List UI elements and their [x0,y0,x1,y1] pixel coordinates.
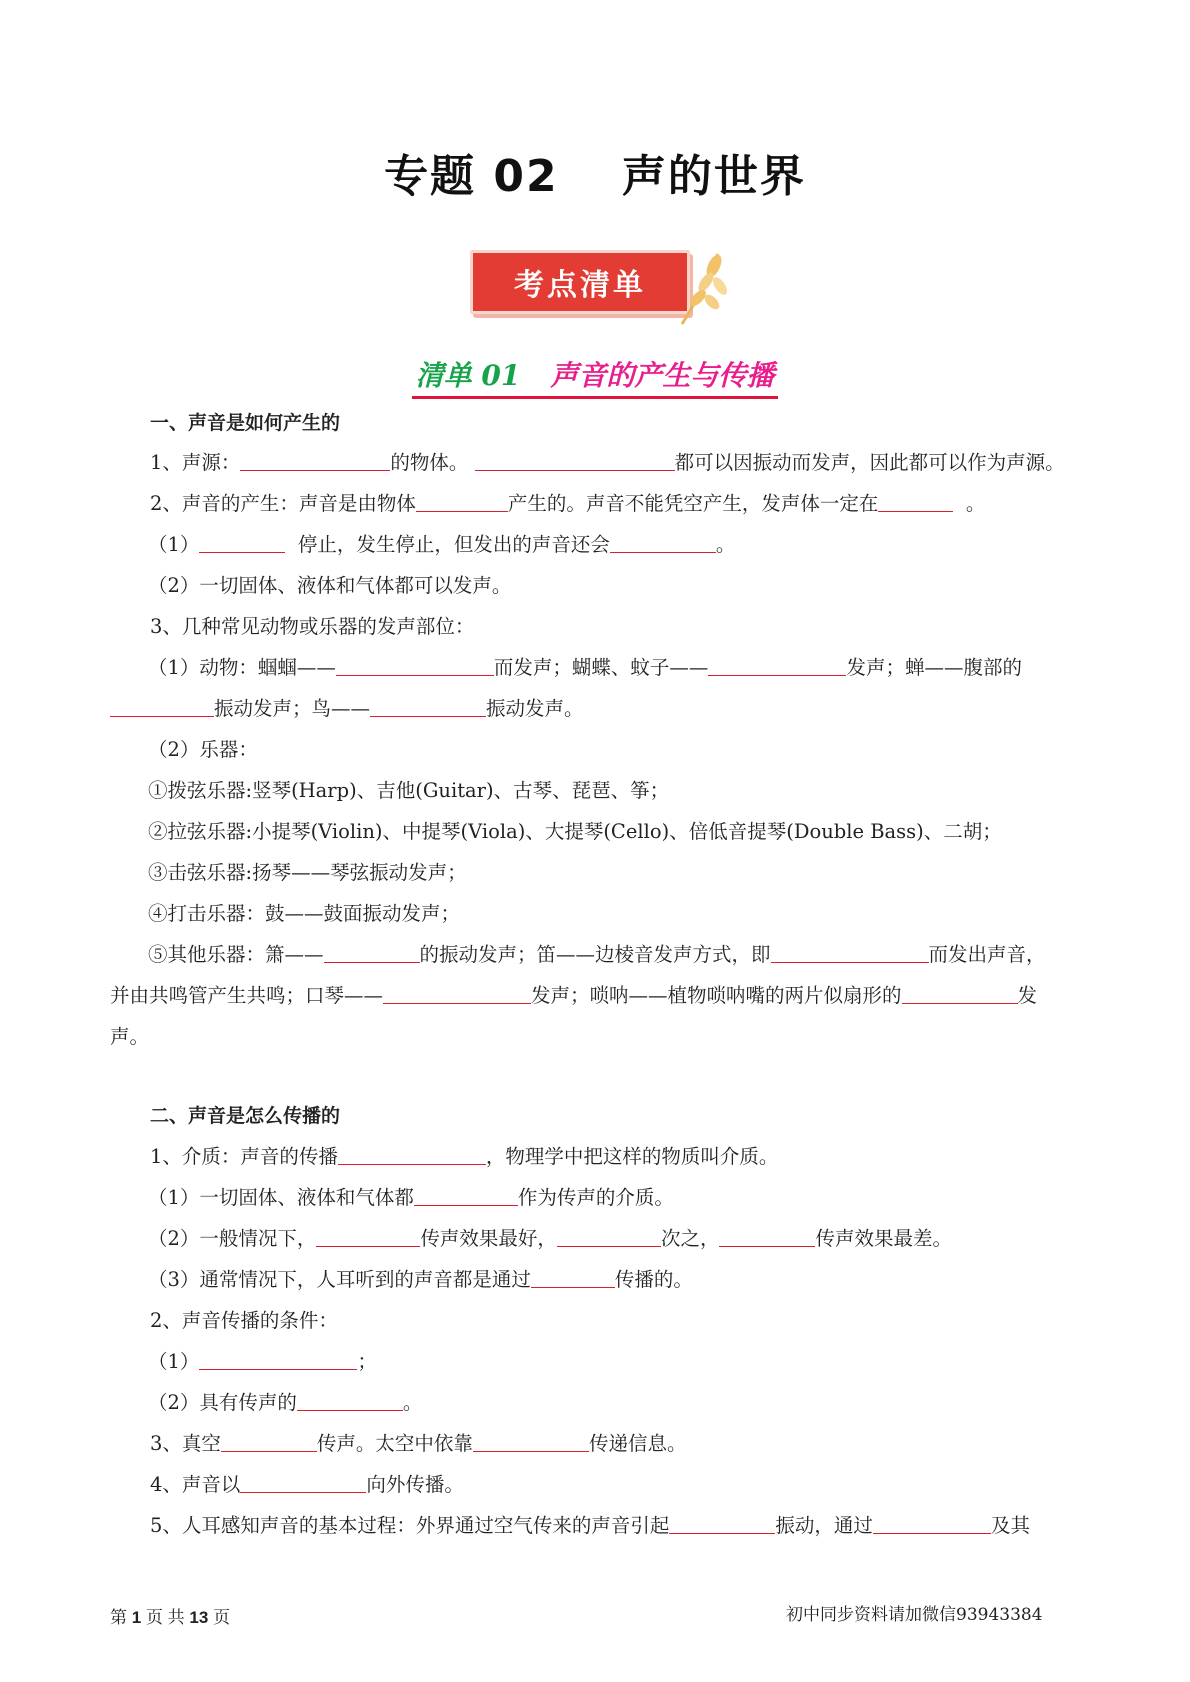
fill-blank[interactable] [610,532,716,553]
fill-blank[interactable] [199,1349,357,1370]
text-line: （1）一切固体、液体和气体都 作为传声的介质。 [148,1186,674,1209]
fill-blank[interactable] [416,491,508,512]
fill-blank[interactable] [370,696,486,717]
fill-blank[interactable] [557,1226,661,1247]
text-line: （2）一般情况下， 传声效果最好， 次之， 传声效果最差。 [148,1227,952,1250]
section-heading: 二、声音是怎么传播的 [150,1105,341,1127]
text-line: 5、人耳感知声音的基本过程：外界通过空气传来的声音引起 振动，通过 及其 [150,1514,1030,1537]
text-line: （3）通常情况下，人耳听到的声音都是通过 传播的。 [148,1268,693,1291]
text-line: 1、介质：声音的传播 ，物理学中把这样的物质叫介质。 [150,1145,779,1168]
fill-blank[interactable] [383,983,531,1004]
section-heading: 一、声音是如何产生的 [150,412,341,434]
text-line: 2、声音的产生：声音是由物体 产生的。声音不能凭空产生，发声体一定在 。 [150,492,986,515]
text-line: ②拉弦乐器:小提琴(Violin)、中提琴(Viola)、大提琴(Cello)、倍低音提琴(Double Bass)、二胡； [148,820,1002,843]
text-line: （1）动物：蝈蝈—— 而发声；蝴蝶、蚊子—— 发声；蝉——腹部的 [148,656,1022,679]
text-line: ⑤其他乐器：箫—— 的振动发声；笛——边棱音发声方式，即 而发出声音， [148,943,1046,966]
page-number: 第 1 页 共 13 页 [110,1608,231,1627]
fill-blank[interactable] [338,1144,486,1165]
text-line: ③击弦乐器:扬琴——琴弦振动发声； [148,861,467,884]
fill-blank[interactable] [240,1472,366,1493]
text-line: 3、几种常见动物或乐器的发声部位： [150,615,475,638]
text-line: （2）乐器： [148,738,258,761]
fill-blank[interactable] [110,696,214,717]
fill-blank[interactable] [902,983,1018,1004]
text-line: （1） 停止，发生停止，但发出的声音还会 。 [148,533,736,556]
fill-blank[interactable] [708,655,846,676]
text-line: （2）一切固体、液体和气体都可以发声。 [148,574,512,597]
key-points-banner [470,246,730,328]
fill-blank[interactable] [336,655,494,676]
fill-blank[interactable] [316,1226,420,1247]
fill-blank[interactable] [199,532,285,553]
text-line: ④打击乐器：鼓——鼓面振动发声； [148,902,461,925]
text-line: ①拨弦乐器:竖琴(Harp)、吉他(Guitar)、古琴、琵琶、筝； [148,779,670,802]
text-line: 振动发声；鸟—— 振动发声。 [110,696,1090,722]
text-line: 1、声源： 的物体。 都可以因振动而发声，因此都可以作为声源。 [150,451,1065,474]
fill-blank[interactable] [669,1513,775,1534]
text-line: （2）具有传声的 。 [148,1391,423,1414]
list-code: 清单 01 [415,359,521,392]
wheat-leaf-icon [670,246,730,328]
text-line: 并由共鸣管产生共鸣；口琴—— 发声；唢呐——植物唢呐嘴的两片似扇形的 发 [110,984,1038,1007]
fill-blank[interactable] [414,1185,518,1206]
fill-blank[interactable] [873,1513,991,1534]
text-line: （1） ； [148,1350,377,1373]
key-points-badge: 考点清单 [470,250,690,314]
text-line: 2、声音传播的条件： [150,1309,338,1332]
fill-blank[interactable] [719,1226,815,1247]
fill-blank[interactable] [475,450,675,471]
list-name: 声音的产生与传播 [550,359,775,392]
footer-notice: 初中同步资料请加微信93943384 [786,1605,1043,1625]
page-title: 专题 02 声的世界 [384,151,806,202]
fill-blank[interactable] [473,1431,589,1452]
text-line: 3、真空 传声。太空中依靠 传递信息。 [150,1432,687,1455]
list-subtitle [0,354,1190,399]
fill-blank[interactable] [531,1267,615,1288]
fill-blank[interactable] [324,942,420,963]
text-line: 声。 [110,1025,150,1048]
fill-blank[interactable] [221,1431,317,1452]
fill-blank[interactable] [297,1390,403,1411]
fill-blank[interactable] [240,450,390,471]
fill-blank[interactable] [771,942,929,963]
fill-blank[interactable] [878,491,953,512]
text-line: 4、声音以 向外传播。 [150,1473,464,1496]
